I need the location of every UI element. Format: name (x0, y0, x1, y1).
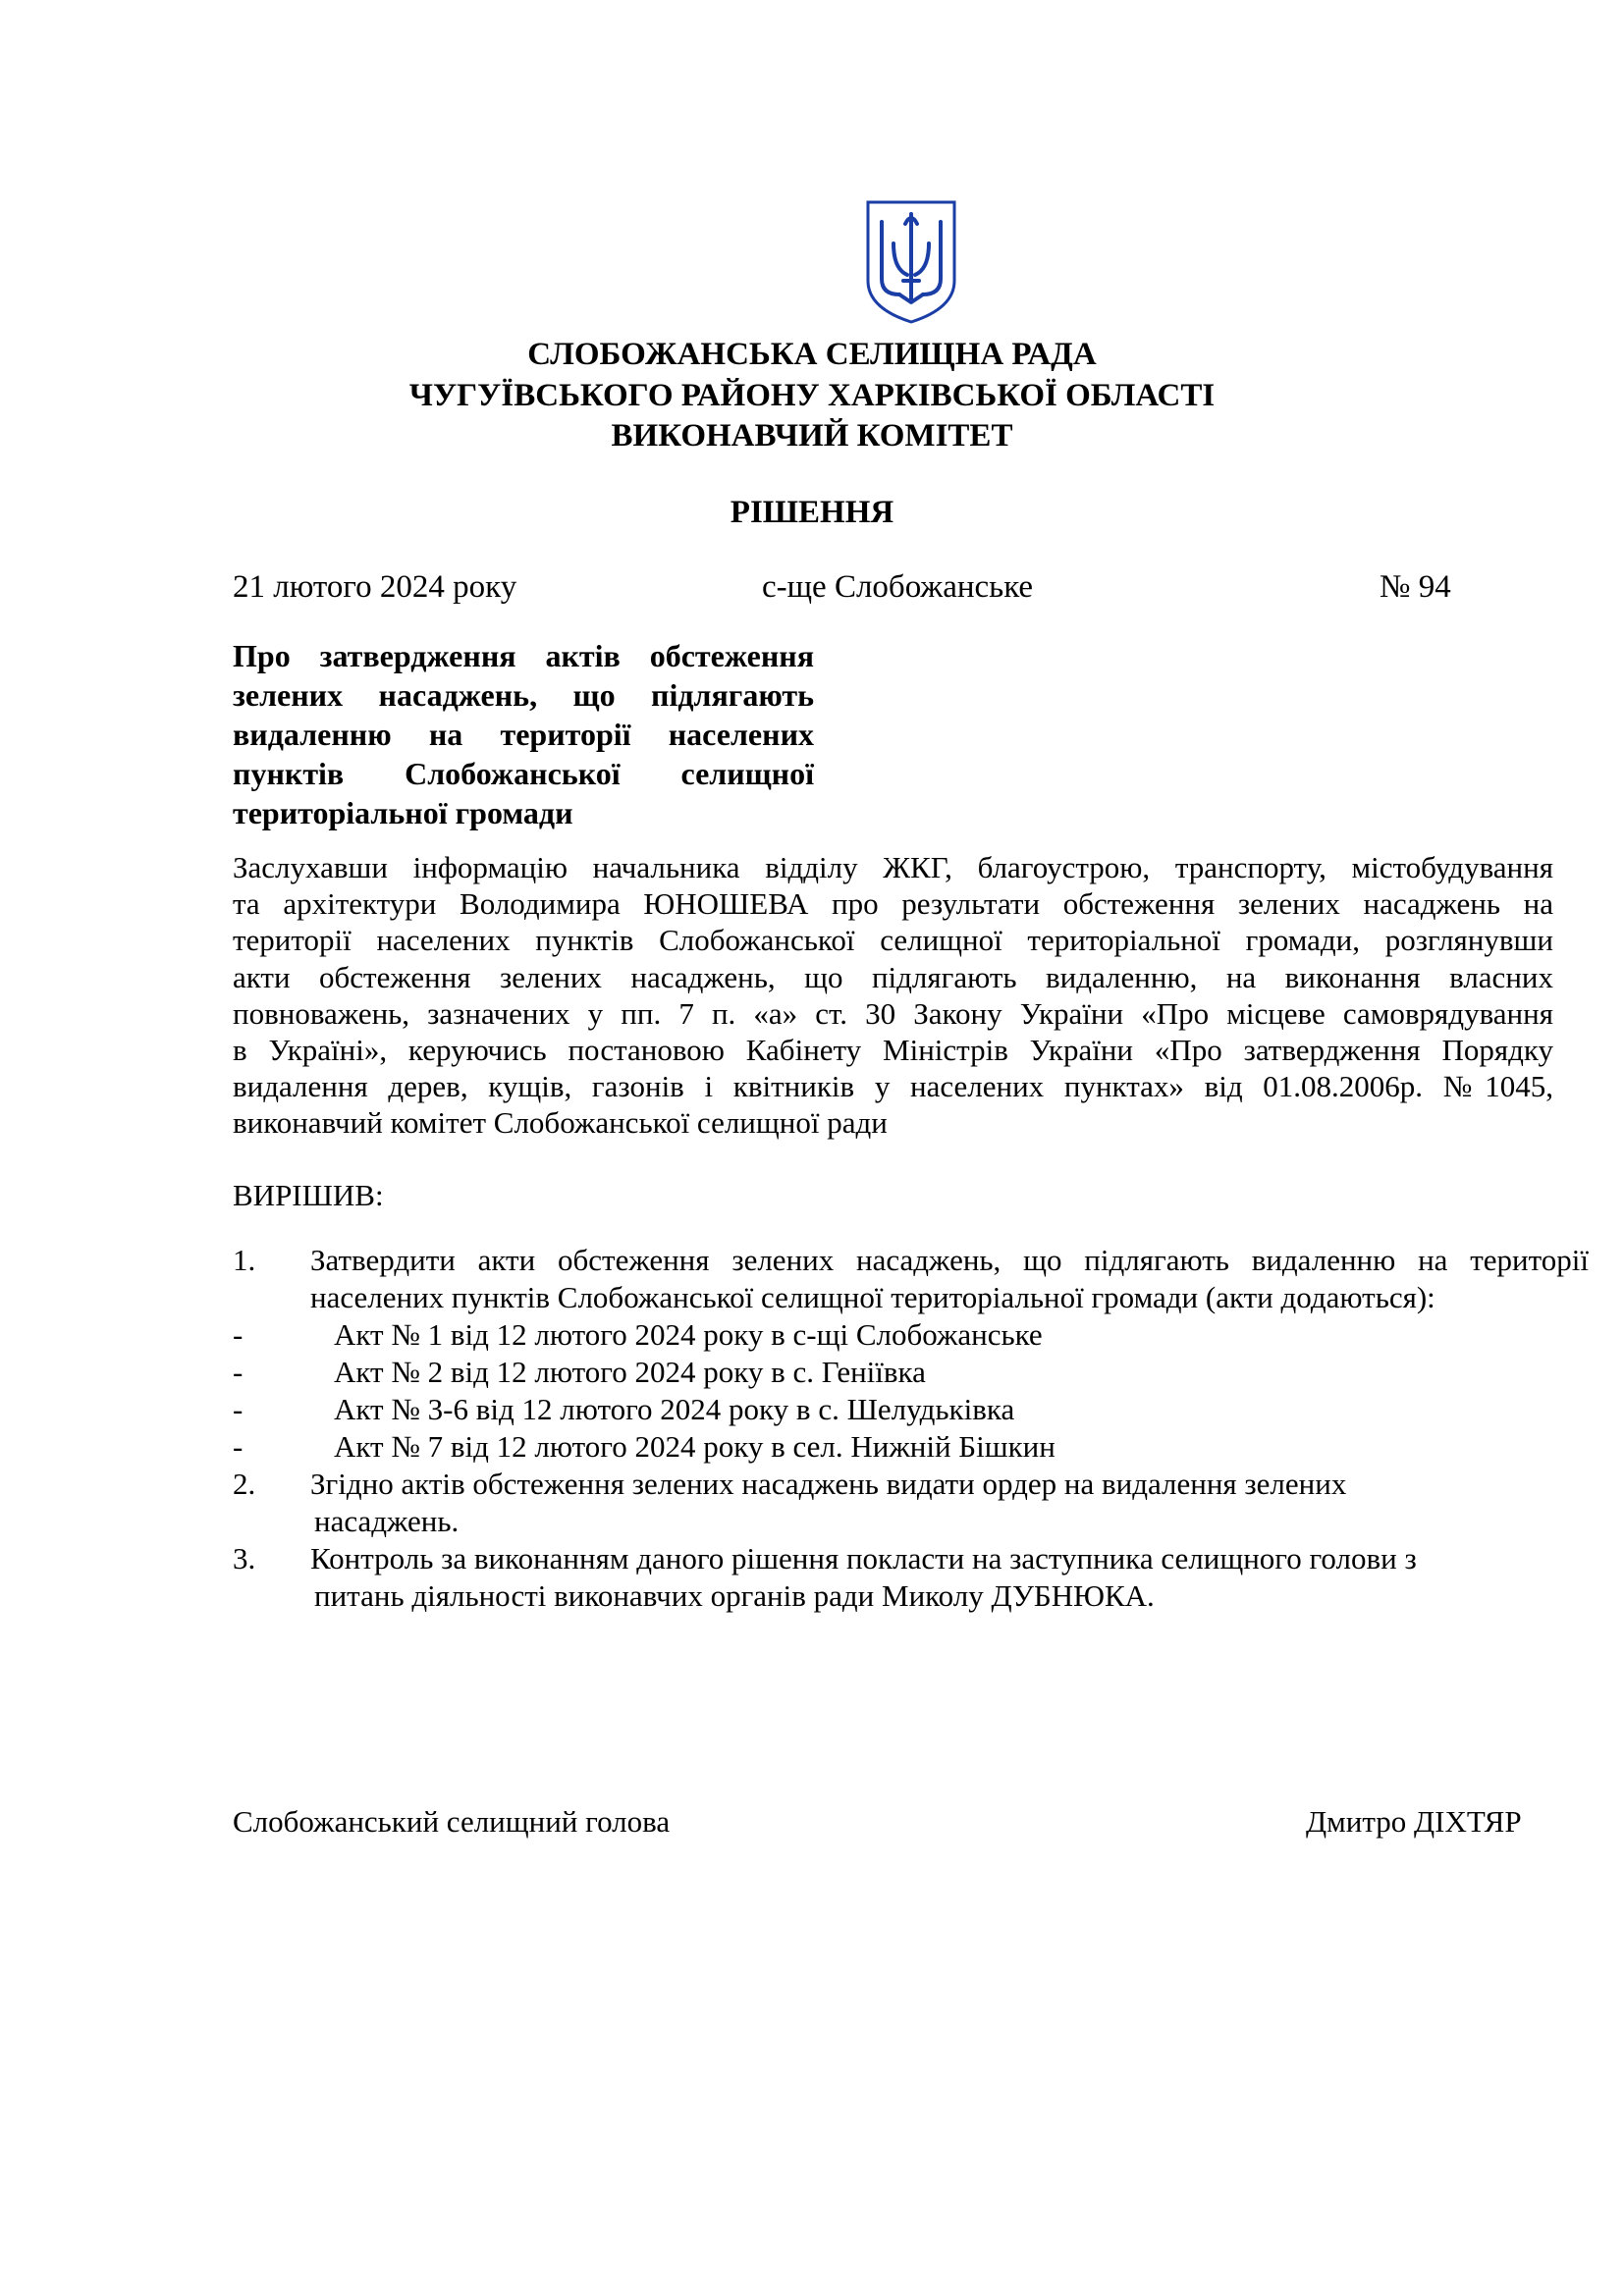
act-item: Акт № 1 від 12 лютого 2024 року в с-щі Слобожанське (334, 1317, 1043, 1352)
preamble-line: Заслухавши інформацію начальника відділу ЖКГ, благоустрою, транспорту, містобудування (233, 850, 1553, 884)
preamble-line: території населених пунктів Слобожанської селищної територіальної громади, розглянувши (233, 923, 1553, 958)
decided-label: ВИРІШИВ: (233, 1178, 384, 1212)
decision-place: с-ще Слобожанське (762, 569, 1034, 605)
committee-name: ВИКОНАВЧИЙ КОМІТЕТ (611, 418, 1013, 454)
act-item: Акт № 7 від 12 лютого 2024 року в сел. Нижній Бішкин (334, 1429, 1056, 1464)
item-1-text-cont: населених пунктів Слобожанської селищної територіальної громади (акти додаються): (310, 1280, 1435, 1314)
signatory-position: Слобожанський селищний голова (233, 1804, 671, 1839)
preamble-line: повноважень, зазначених у пп. 7 п. «а» ст. 30 Закону України «Про місцеве самоврядування (233, 995, 1553, 1031)
preamble-line: виконавчий комітет Слобожанської селищної ради (233, 1105, 888, 1141)
preamble-line: видалення дерев, кущів, газонів і квітників у населених пунктах» від 01.08.2006р. №1045, (233, 1069, 1553, 1104)
item-3-text-cont: питань діяльності виконавчих органів ради Миколу ДУБНЮКА. (314, 1578, 1155, 1613)
item-3-text: Контроль за виконанням даного рішення покласти на заступника селищного голови з (310, 1541, 1417, 1575)
act-marker: - (233, 1392, 244, 1426)
document-type: РІШЕННЯ (730, 495, 894, 530)
subject-line: територіальної громади (233, 795, 573, 830)
item-1-text: Затвердити акти обстеження зелених насаджень, що підлягають видаленню на території (310, 1243, 1589, 1277)
act-item: Акт № 3-6 від 12 лютого 2024 року в с. Шелудьківка (334, 1392, 1015, 1426)
coat-of-arms-icon (864, 198, 958, 326)
preamble-line: та архітектури Володимира ЮНОШЕВА про результати обстеження зелених насаджень на (233, 886, 1553, 922)
decision-number: № 94 (1380, 569, 1451, 605)
item-2-text-cont: насаджень. (314, 1504, 460, 1538)
act-marker: - (233, 1355, 244, 1389)
decision-subject (233, 636, 814, 832)
subject-line: зелених насаджень, що підлягають (233, 677, 814, 713)
district-name: ЧУГУЇВСЬКОГО РАЙОНУ ХАРКІВСЬКОЇ ОБЛАСТІ (408, 378, 1216, 413)
decision-date: 21 лютого 2024 року (233, 569, 517, 605)
act-item: Акт № 2 від 12 лютого 2024 року в с. Геніївка (334, 1355, 926, 1389)
signatory-name: Дмитро ДІХТЯР (1306, 1804, 1522, 1839)
preamble (233, 849, 1553, 1142)
subject-line: Про затвердження актів обстеження (233, 638, 814, 673)
act-marker: - (233, 1429, 244, 1464)
item-2-text: Згідно актів обстеження зелених насаджень видати ордер на видалення зелених (310, 1467, 1347, 1501)
act-marker: - (233, 1317, 244, 1352)
preamble-line: в Україні», керуючись постановою Кабінету Міністрів України «Про затвердження Порядку (233, 1033, 1553, 1068)
preamble-line: акти обстеження зелених насаджень, що підлягають видаленню, на виконання власних (233, 959, 1553, 994)
subject-line: видаленню на території населених (233, 717, 814, 752)
item-marker: 3. (233, 1541, 256, 1575)
subject-line: пунктів Слобожанської селищної (233, 756, 814, 791)
council-name: СЛОБОЖАНСЬКА СЕЛИЩНА РАДА (527, 337, 1097, 372)
item-marker: 2. (233, 1467, 256, 1501)
item-marker: 1. (233, 1243, 256, 1277)
